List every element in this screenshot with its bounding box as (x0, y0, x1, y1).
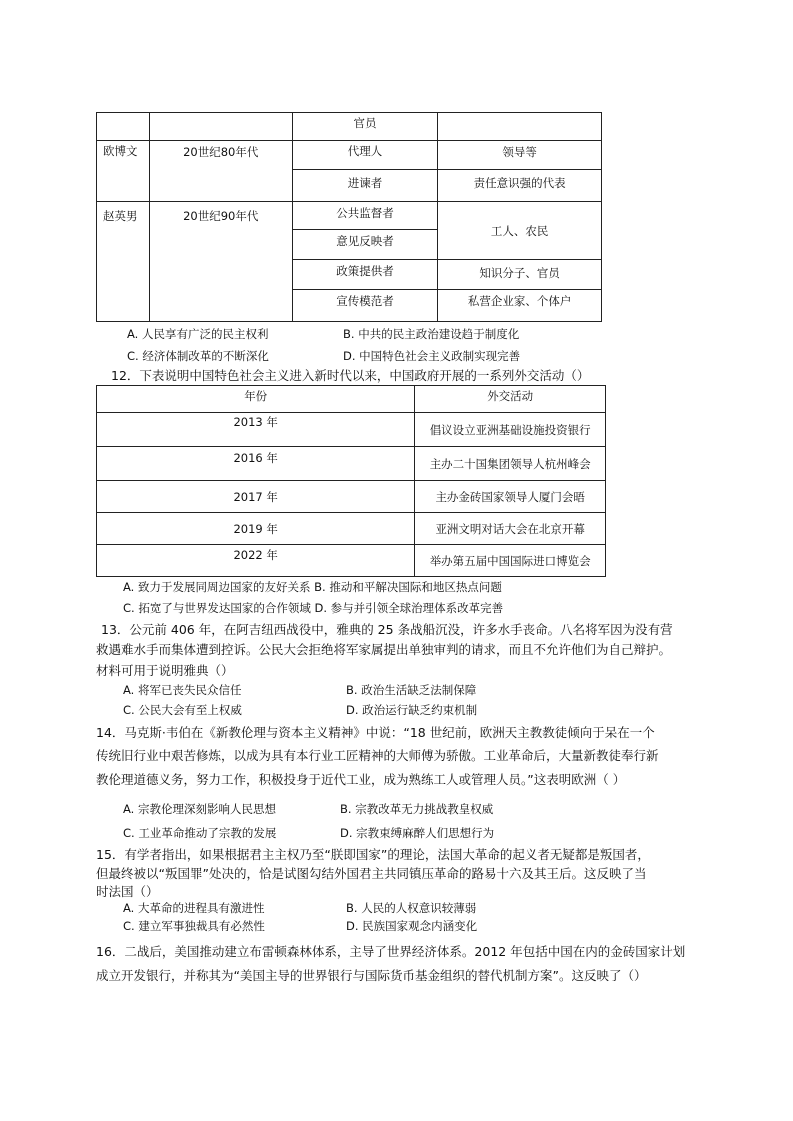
q12-option-c: C. 拓宽了与世界发达国家的合作领域 D. 参与并引领全球治理体系改革完善 (123, 601, 504, 615)
q15-option-a: A. 大革命的进程具有激进性 (123, 901, 265, 915)
scholar-name: 赵英男 (97, 202, 150, 322)
col-year-header: 年份 (97, 386, 415, 413)
q15-option-d: D. 民族国家观念内涵变化 (346, 919, 478, 933)
year-cell: 2017 年 (97, 481, 415, 513)
table1-header-officials: 官员 (292, 113, 438, 141)
activity-cell: 倡议设立亚洲基础设施投资银行 (415, 413, 606, 447)
q13-option-c: C. 公民大会有至上权威 (123, 703, 242, 717)
q15-option-b: B. 人民的人权意识较薄弱 (346, 901, 477, 915)
role-cell: 意见反映者 (292, 230, 438, 260)
q14-option-a: A. 宗教伦理深刻影响人民思想 (123, 802, 276, 816)
group-cell: 领导等 (438, 141, 602, 170)
q14-stem-line2: 传统旧行业中艰苦修炼，以成为具有本行业工匠精神的大师傅为骄傲。工业革命后，大量新教徒奉行新 (96, 748, 659, 763)
role-cell: 代理人 (292, 141, 438, 170)
activity-cell: 亚洲文明对话大会在北京开幕 (415, 513, 606, 545)
q16-stem-line1: 16．二战后，美国推动建立布雷顿森林体系，主导了世界经济体系。2012 年包括中国在内的金砖国家计划 (96, 944, 686, 959)
q11-option-c: C. 经济体制改革的不断深化 (127, 349, 269, 363)
group-cell: 私营企业家、个体户 (438, 290, 602, 322)
q11-option-d: D. 中国特色社会主义政制实现完善 (343, 349, 521, 363)
scholar-name: 欧博文 (97, 141, 150, 202)
role-cell: 进谏者 (292, 170, 438, 202)
era-cell: 20世纪80年代 (149, 141, 292, 202)
official-role-table (96, 112, 602, 322)
q13-stem-line2: 救遇难水手而集体遭到控诉。公民大会拒绝将军家属提出单独审判的请求，而且不允许他们为自己辩护。 (96, 642, 672, 657)
year-cell: 2019 年 (97, 513, 415, 545)
role-cell: 政策提供者 (292, 260, 438, 290)
year-cell: 2016 年 (97, 447, 415, 481)
q12-option-a: A. 致力于发展同周边国家的友好关系 B. 推动和平解决国际和地区热点问题 (123, 580, 502, 594)
q16-stem-line2: 成立开发银行，并称其为“美国主导的世界银行与国际货币基金组织的替代机制方案”。这反映了（） (96, 968, 647, 983)
q13-option-a: A. 将军已丧失民众信任 (123, 683, 242, 697)
table1-header-cell (149, 113, 292, 141)
q14-stem-line3: 教伦理道德义务，努力工作，积极投身于近代工业，成为熟练工人或管理人员。”这表明欧洲（ ） (96, 772, 626, 787)
q15-stem-line2: 但最终被以“叛国罪”处决的，恰是试图勾结外国君主共同镇压革命的路易十六及其王后。这反映了当 (96, 866, 647, 881)
year-cell: 2022 年 (97, 545, 415, 577)
q14-option-c: C. 工业革命推动了宗教的发展 (123, 826, 277, 840)
col-activity-header: 外交活动 (415, 386, 606, 413)
group-cell: 责任意识强的代表 (438, 170, 602, 202)
group-cell: 工人、农民 (438, 202, 602, 260)
q14-stem-line1: 14．马克斯·韦伯在《新教伦理与资本主义精神》中说：“18 世纪前，欧洲天主教教徒倾向于呆在一个 (96, 725, 655, 740)
q11-option-a: A. 人民享有广泛的民主权利 (127, 327, 269, 341)
q13-stem-line3: 材料可用于说明雅典（） (96, 663, 234, 678)
q13-option-b: B. 政治生活缺乏法制保障 (346, 683, 477, 697)
era-cell: 20世纪90年代 (149, 202, 292, 322)
q13-stem-line1: 13．公元前 406 年，在阿吉纽西战役中，雅典的 25 条战船沉没，许多水手丧命。八名将军因为没有营 (101, 622, 673, 637)
table1-header-cell (438, 113, 602, 141)
q15-stem-line1: 15．有学者指出，如果根据君主主权乃至“朕即国家”的理论，法国大革命的起义者无疑都是叛国者， (96, 847, 650, 862)
role-cell: 公共监督者 (292, 202, 438, 230)
year-cell: 2013 年 (97, 413, 415, 447)
activity-cell: 主办金砖国家领导人厦门会晤 (415, 481, 606, 513)
activity-cell: 举办第五届中国国际进口博览会 (415, 545, 606, 577)
activity-cell: 主办二十国集团领导人杭州峰会 (415, 447, 606, 481)
table1-header-cell (97, 113, 150, 141)
q14-option-b: B. 宗教改革无力挑战教皇权威 (340, 802, 494, 816)
q15-stem-line3: 时法国（） (96, 884, 159, 899)
q12-stem: 12．下表说明中国特色社会主义进入新时代以来，中国政府开展的一系列外交活动（） (111, 368, 590, 383)
q13-option-d: D. 政治运行缺乏约束机制 (346, 703, 478, 717)
q14-option-d: D. 宗教束缚麻醉人们思想行为 (340, 826, 495, 840)
q15-option-c: C. 建立军事独裁具有必然性 (123, 919, 265, 933)
role-cell: 宣传模范者 (292, 290, 438, 322)
group-cell: 知识分子、官员 (438, 260, 602, 290)
q11-option-b: B. 中共的民主政治建设趋于制度化 (343, 327, 520, 341)
diplomacy-table (96, 385, 606, 577)
